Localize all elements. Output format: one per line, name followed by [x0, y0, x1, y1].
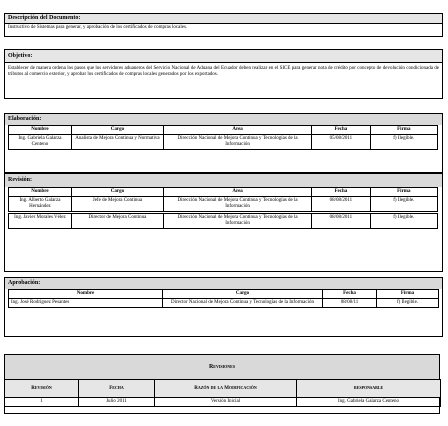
- cell-nombre: Ing. Javier Morales Vélez: [9, 214, 72, 229]
- col-area: Área: [163, 126, 311, 135]
- elaboration-table: [8, 125, 438, 150]
- col-razon: Razón de la Modificación: [155, 380, 297, 398]
- col-responsable: responsable: [297, 380, 441, 398]
- col-nombre: Nombre: [9, 188, 72, 197]
- cell-cargo: Director Nacional de Mejora Continua y Tecnologías de la Información: [163, 299, 323, 308]
- cell-area: Dirección Nacional de Mejora Continua y Tecnologías de la Información: [163, 197, 311, 212]
- table-row: [9, 197, 438, 212]
- table-header-row: [9, 188, 438, 197]
- col-firma: Firma: [370, 188, 437, 197]
- objective-header: Objetivo:: [5, 50, 442, 62]
- description-text: Instructivo de Sistemas para generar, y aprobación de los certificados de compras locales.: [5, 23, 442, 32]
- approval-header: Aprobación:: [5, 278, 442, 289]
- cell-fecha: 08/08/2011: [312, 197, 370, 212]
- table-header-row: [9, 290, 439, 299]
- cell-cargo: Analista de Mejora Continua y Normativa: [71, 135, 163, 150]
- col-fecha: Fecha: [79, 380, 155, 398]
- table-row: [9, 214, 438, 229]
- col-cargo: Cargo: [71, 188, 163, 197]
- cell-firma: f) Ilegible.: [370, 197, 437, 212]
- table-row: [5, 398, 441, 407]
- col-nombre: Nombre: [9, 290, 163, 299]
- col-area: Área: [163, 188, 311, 197]
- table-header-row: [9, 126, 438, 135]
- approval-section: [4, 277, 443, 337]
- table-row: [9, 135, 438, 150]
- table-row: [9, 299, 439, 308]
- col-firma: Firma: [370, 126, 437, 135]
- col-revision: Revisión: [5, 380, 79, 398]
- col-firma: Firma: [377, 290, 439, 299]
- elaboration-header: Elaboración:: [5, 114, 442, 125]
- cell-revision: 1: [5, 398, 79, 407]
- revisions-section: [4, 354, 440, 414]
- col-cargo: Cargo: [71, 126, 163, 135]
- cell-nombre: Ing. Gabriela Galarza Centeno: [9, 135, 72, 150]
- col-fecha: Fecha: [312, 126, 370, 135]
- cell-firma: f) Ilegible.: [370, 214, 437, 229]
- description-section: [4, 13, 443, 37]
- cell-nombre: Ing. José Rodríguez Pesantes: [9, 299, 163, 308]
- table-header-row: [5, 380, 441, 398]
- col-nombre: Nombre: [9, 126, 72, 135]
- review-table: [8, 187, 438, 229]
- revisions-title: Revisiones: [5, 355, 439, 379]
- cell-fecha: Julio 2011: [79, 398, 155, 407]
- description-header: Descripción del Documento:: [5, 14, 442, 23]
- cell-firma: f) Ilegible.: [370, 135, 437, 150]
- cell-nombre: Ing. Alberto Galarza Hernández: [9, 197, 72, 212]
- cell-fecha: 05/08/2011: [312, 135, 370, 150]
- cell-cargo: Director de Mejora Continua: [71, 214, 163, 229]
- objective-section: [4, 49, 443, 99]
- review-section: [4, 173, 443, 272]
- elaboration-section: [4, 113, 443, 173]
- col-cargo: Cargo: [163, 290, 323, 299]
- revisions-table: [4, 379, 441, 407]
- cell-razon: Versión Inicial: [155, 398, 297, 407]
- col-fecha: Fecha: [312, 188, 370, 197]
- objective-text: Establecer de manera ordena los pasos que los servidores aduaneros del Servicio Nacional de Aduana del Ecuador deben realizar en el SICE para generar nota de crédito por concepto de devolución condicionada de tributos al comercio exterior, y aprobar los certificados de compras locales generados por los exportados.: [5, 62, 442, 81]
- cell-fecha: 08/08/2011: [312, 214, 370, 229]
- review-header: Revisión:: [5, 174, 442, 187]
- cell-firma: f) Ilegible.: [377, 299, 439, 308]
- col-fecha: Fecha: [323, 290, 377, 299]
- cell-area: Dirección Nacional de Mejora Continua y Tecnologías de la Información: [163, 135, 311, 150]
- approval-table: [8, 289, 439, 308]
- cell-area: Dirección Nacional de Mejora Continua y Tecnologías de la Información: [163, 214, 311, 229]
- cell-fecha: 08/08/11: [323, 299, 377, 308]
- cell-cargo: Jefe de Mejora Continua: [71, 197, 163, 212]
- cell-responsable: Ing. Gabriela Galarza Centeno: [297, 398, 441, 407]
